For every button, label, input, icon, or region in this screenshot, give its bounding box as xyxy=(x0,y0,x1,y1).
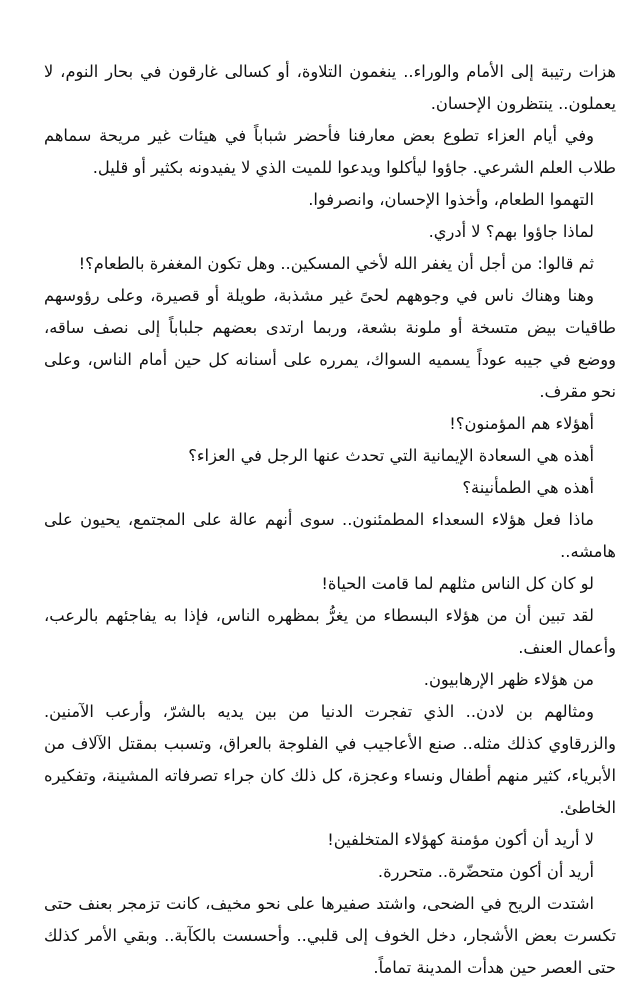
paragraph-8: أهذه هي السعادة الإيمانية التي تحدث عنها الرجل في العزاء؟ xyxy=(188,446,594,465)
paragraph-17: اشتدت الريح في الضحى، واشتد صفيرها على نحو مخيف، كانت تزمجر بعنف حتى تكسرت بعض الأشجار، دخل الخوف إلى قلبي.. وأحسست بالكآبة.. وبقي الأمر كذلك حتى العصر حين هدأت المدينة تماماً. xyxy=(44,894,616,977)
paragraph-14: ومثالهم بن لادن.. الذي تفجرت الدنيا من بين يديه بالشرّ، وأرعب الآمنين. والزرقاوي كذلك مثله.. صنع الأعاجيب في الفلوجة بالعراق، وتسبب بمقتل الآلاف من الأبرياء، كثير منهم أطفال ونساء وعجزة، كل ذلك كان جراء تصرفاته المشينة، وتفكيره الخاطئ. xyxy=(44,702,616,817)
paragraph-7: أهؤلاء هم المؤمنون؟! xyxy=(449,414,594,433)
paragraph-6: وهنا وهناك ناس في وجوههم لحىً غير مشذبة، طويلة أو قصيرة، وعلى رؤوسهم طاقيات بيض متسخة أو ملونة بشعة، وربما ارتدى بعضهم جلباباً إلى نصف ساقه، ووضع في جيبه عوداً يسميه السواك، يمرره على أسنانه كل حين أمام الناس، وعلى نحو مقرف. xyxy=(44,286,616,401)
document-page xyxy=(44,56,616,984)
paragraph-9: أهذه هي الطمأنينة؟ xyxy=(462,478,594,497)
paragraph-11: لو كان كل الناس مثلهم لما قامت الحياة! xyxy=(321,574,594,593)
paragraph-16: أريد أن أكون متحضّرة.. متحررة. xyxy=(377,862,594,881)
paragraph-15: لا أريد أن أكون مؤمنة كهؤلاء المتخلفين! xyxy=(327,830,594,849)
paragraph-12: لقد تبين أن من هؤلاء البسطاء من يغرُّ بمظهره الناس، فإذا به يفاجئهم بالرعب، وأعمال العنف. xyxy=(44,606,616,657)
paragraph-4: لماذا جاؤوا بهم؟ لا أدري. xyxy=(428,222,594,241)
paragraph-3: التهموا الطعام، وأخذوا الإحسان، وانصرفوا. xyxy=(308,190,594,209)
paragraph-1: هزات رتيبة إلى الأمام والوراء.. ينغمون التلاوة، أو كسالى غارقون في بحار النوم، لا يعملون.. ينتظرون الإحسان. xyxy=(44,62,616,113)
paragraph-10: ماذا فعل هؤلاء السعداء المطمئنون.. سوى أنهم عالة على المجتمع، يحيون على هامشه.. xyxy=(44,510,616,561)
paragraph-2: وفي أيام العزاء تطوع بعض معارفنا فأحضر شباباً في هيئات غير مريحة سماهم طلاب العلم الشرعي. جاؤوا ليأكلوا ويدعوا للميت الذي لا يفيدونه بكثير أو قليل. xyxy=(44,126,616,177)
paragraph-5: ثم قالوا: من أجل أن يغفر الله لأخي المسكين.. وهل تكون المغفرة بالطعام؟! xyxy=(78,254,594,273)
paragraph-13: من هؤلاء ظهر الإرهابيون. xyxy=(423,670,594,689)
